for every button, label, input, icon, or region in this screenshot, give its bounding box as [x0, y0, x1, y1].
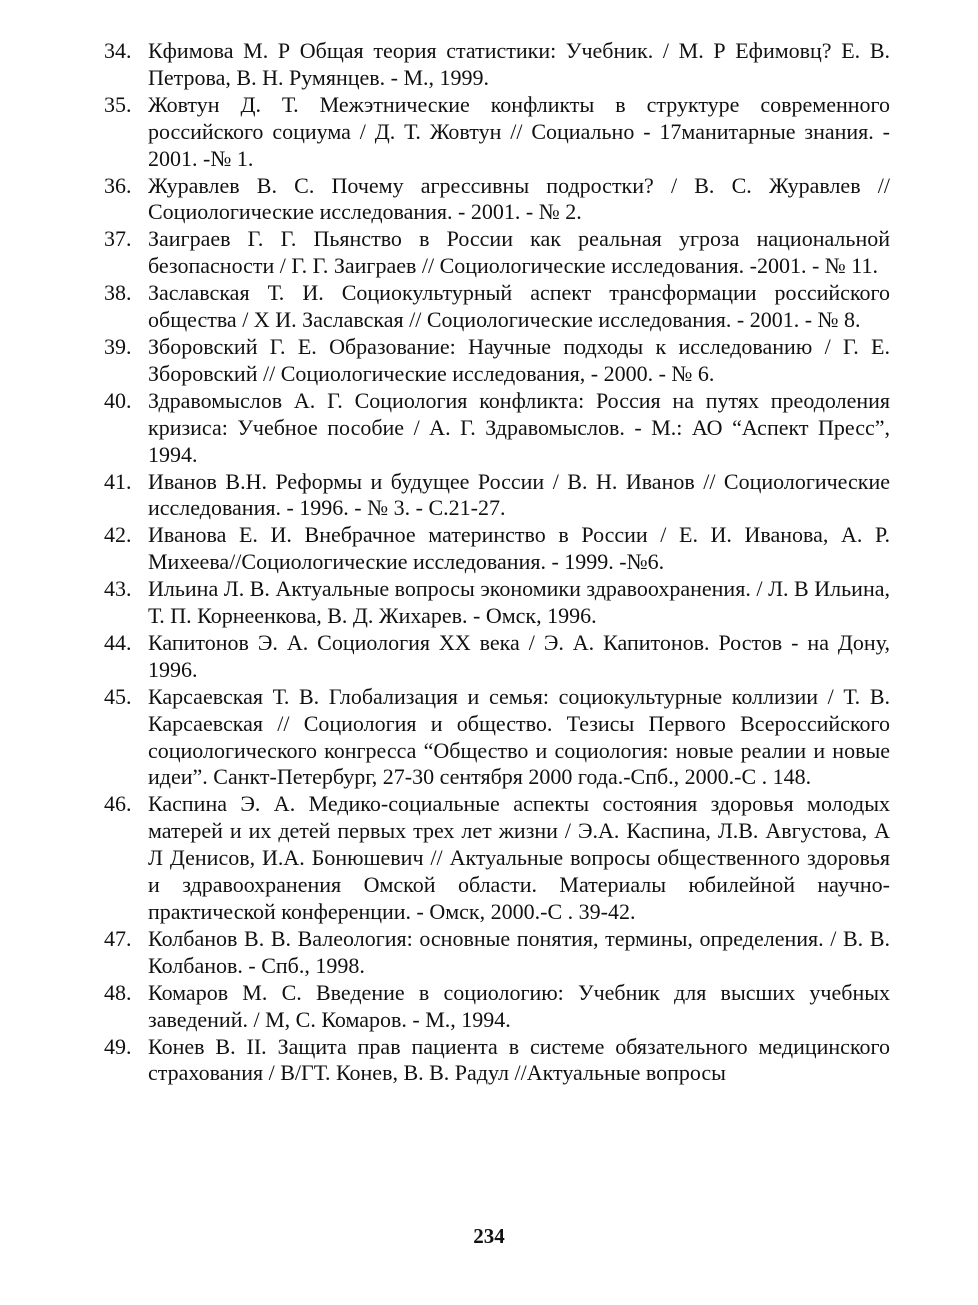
reference-number: 38.	[104, 280, 132, 306]
reference-text: Иванова Е. И. Внебрачное материнство в России / Е. И. Иванова, А. Р. Михеева//Социологические исследования. - 1999. -№6.	[148, 522, 890, 575]
reference-text: Каспина Э. А. Медико-социальные аспекты состояния здоровья молодых матерей и их детей первых трех лет жизни / Э.А. Каспина, Л.В. Августова, А Л Денисов, И.А. Бонюшевич // Актуальные вопросы общественного здоровья и здравоохранения Омской области. Материалы юбилейной научно-практической конференции. - Омск, 2000.-С . 39-42.	[148, 791, 890, 924]
reference-number: 40.	[104, 387, 132, 413]
reference-item	[104, 92, 890, 173]
reference-number: 37.	[104, 226, 132, 252]
reference-number: 42.	[104, 522, 132, 548]
reference-text: Капитонов Э. А. Социология XX века / Э. А. Капитонов. Ростов - на Дону, 1996.	[148, 629, 890, 682]
reference-item	[104, 226, 890, 280]
reference-item	[104, 684, 890, 792]
page-number: 234	[473, 1224, 505, 1248]
reference-list	[104, 38, 890, 1087]
reference-item	[104, 926, 890, 980]
reference-item	[104, 630, 890, 684]
reference-number: 48.	[104, 979, 132, 1005]
reference-item	[104, 1034, 890, 1088]
reference-item	[104, 791, 890, 926]
reference-number: 35.	[104, 91, 132, 117]
reference-number: 34.	[104, 38, 132, 63]
reference-text: Зборовский Г. Е. Образование: Научные подходы к исследованию / Г. Е. Зборовский // Социологические исследования, - 2000. - № 6.	[148, 333, 890, 386]
reference-text: Здравомыслов А. Г. Социология конфликта: Россия на путях преодоления кризиса: Учебное пособие / А. Г. Здравомыслов. - М.: АО “Аспект Пресс”, 1994.	[148, 387, 890, 467]
reference-text: Комаров М. С. Введение в социологию: Учебник для высших учебных заведений. / М, С. Комаров. - М., 1994.	[148, 979, 890, 1032]
reference-text: Карсаевская Т. В. Глобализация и семья: социокультурные коллизии / Т. В. Карсаевская // Социология и общество. Тезисы Первого Всероссийского социологического конгресса “Общество и социология: новые реалии и новые идеи”. Санкт-Петербург, 27-30 сентября 2000 года.-Спб., 2000.-С . 148.	[148, 683, 890, 790]
reference-number: 47.	[104, 925, 132, 951]
reference-text: Иванов В.Н. Реформы и будущее России / В. Н. Иванов // Социологические исследования. - 1996. - № 3. - С.21-27.	[148, 468, 890, 521]
reference-text: Конев В. II. Защита прав пациента в системе обязательного медицинского страхования / В/ГТ. Конев, В. В. Радул //Актуальные вопросы	[148, 1033, 890, 1086]
reference-number: 44.	[104, 629, 132, 655]
reference-number: 49.	[104, 1033, 132, 1059]
reference-text: Кфимова М. Р Общая теория статистики: Учебник. / М. Р Ефимовц? Е. В. Петрова, В. Н. Румянцев. - М., 1999.	[148, 38, 890, 90]
reference-text: Заславская Т. И. Социокультурный аспект трансформации российского общества / X И. Заславская // Социологические исследования. - 2001. - № 8.	[148, 280, 890, 333]
reference-text: Заиграев Г. Г. Пьянство в России как реальная угроза национальной безопасности / Г. Г. Заиграев // Социологические исследования. -2001. - № 11.	[148, 226, 890, 279]
reference-item	[104, 38, 890, 92]
reference-item	[104, 280, 890, 334]
reference-text: Колбанов В. В. Валеология: основные понятия, термины, определения. / В. В. Колбанов. - Спб., 1998.	[148, 925, 890, 978]
reference-text: Ильина Л. В. Актуальные вопросы экономики здравоохранения. / Л. В Ильина, Т. П. Корнеенкова, В. Д. Жихарев. - Омск, 1996.	[148, 576, 890, 629]
reference-number: 43.	[104, 576, 132, 602]
reference-number: 39.	[104, 333, 132, 359]
reference-item	[104, 522, 890, 576]
reference-item	[104, 388, 890, 469]
reference-item	[104, 576, 890, 630]
reference-item	[104, 173, 890, 227]
reference-item	[104, 469, 890, 523]
reference-number: 41.	[104, 468, 132, 494]
reference-item	[104, 334, 890, 388]
reference-number: 46.	[104, 791, 132, 817]
reference-number: 36.	[104, 172, 132, 198]
reference-number: 45.	[104, 683, 132, 709]
reference-text: Журавлев В. С. Почему агрессивны подростки? / В. С. Журавлев // Социологические исследования. - 2001. - № 2.	[148, 172, 890, 225]
reference-text: Жовтун Д. Т. Межэтнические конфликты в структуре современного российского социума / Д. Т. Жовтун // Социально - 17манитарные знания. - 2001. -№ 1.	[148, 91, 890, 171]
reference-item	[104, 980, 890, 1034]
